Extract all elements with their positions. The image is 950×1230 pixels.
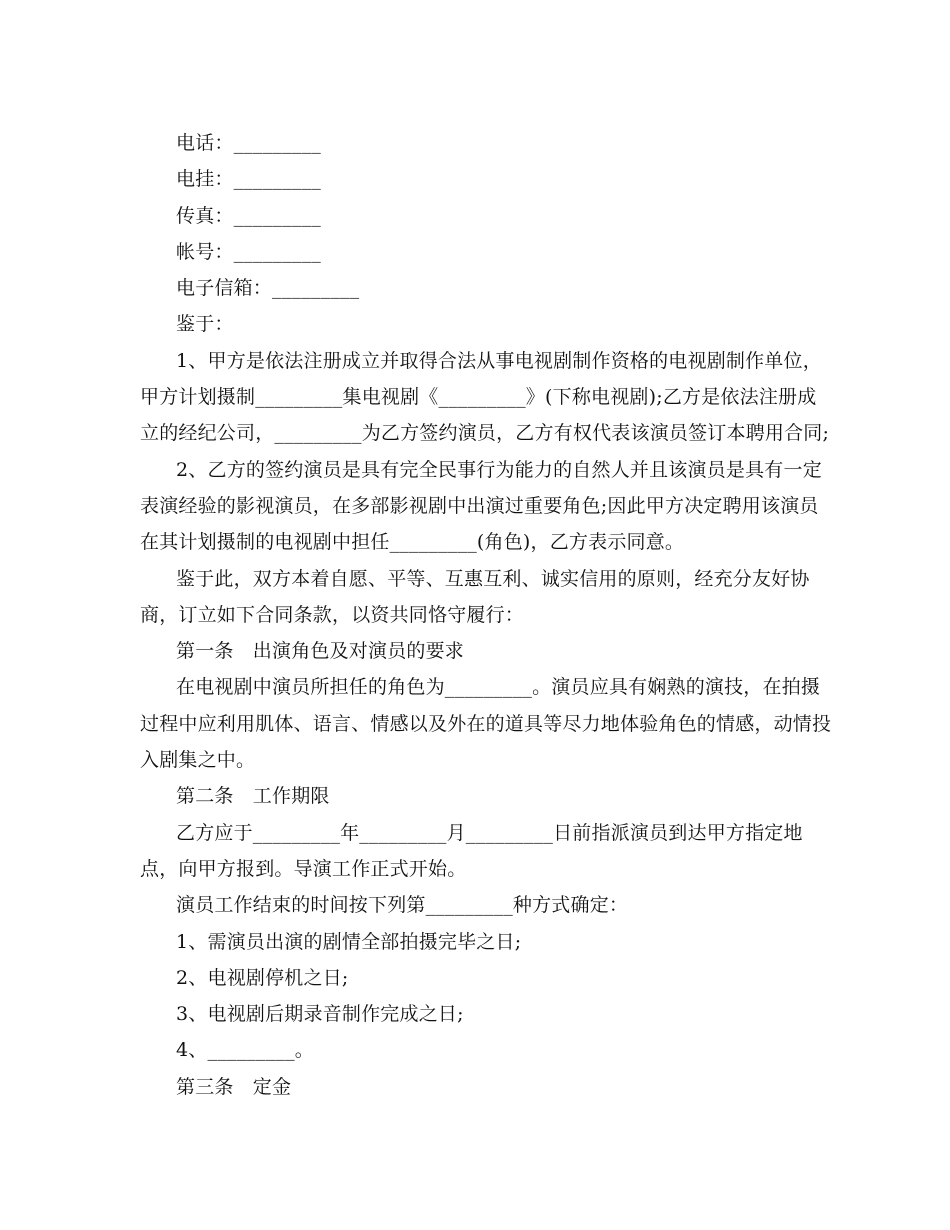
text-line: 立的经纪公司，_________为乙方签约演员，乙方有权代表该演员签订本聘用合同; bbox=[140, 422, 830, 445]
text-line: 入剧集之中。 bbox=[140, 749, 256, 772]
document-page bbox=[140, 125, 832, 1105]
text-line: 第二条 工作期限 bbox=[176, 785, 330, 808]
text-line: 第三条 定金 bbox=[176, 1075, 292, 1098]
text-line: 电话：_________ bbox=[176, 132, 321, 154]
text-line: 乙方应于_________年_________月_________日前指派演员到达甲方指定地 bbox=[176, 821, 803, 844]
text-line: 第一条 出演角色及对演员的要求 bbox=[176, 640, 465, 663]
text-line: 商，订立如下合同条款，以资共同恪守履行： bbox=[140, 603, 525, 626]
text-line: 表演经验的影视演员，在多部影视剧中出演过重要角色;因此甲方决定聘用该演员 bbox=[140, 494, 819, 517]
text-line: 在电视剧中演员所担任的角色为_________。演员应具有娴熟的演技，在拍摄 bbox=[176, 676, 821, 699]
text-line: 帐号：_________ bbox=[176, 240, 321, 263]
text-line: 甲方计划摄制_________集电视剧《_________》(下称电视剧);乙方是依法注册成 bbox=[140, 386, 817, 409]
text-line: 电子信箱：_________ bbox=[176, 277, 360, 300]
text-line: 1、需演员出演的剧情全部拍摄完毕之日; bbox=[176, 930, 522, 953]
text-line: 过程中应利用肌体、语言、情感以及外在的道具等尽力地体验角色的情感，动情投 bbox=[140, 712, 832, 735]
text-line: 在其计划摄制的电视剧中担任_________(角色)，乙方表示同意。 bbox=[140, 531, 685, 554]
text-line: 电挂：_________ bbox=[176, 168, 321, 191]
text-line: 鉴于此，双方本着自愿、平等、互惠互利、诚实信用的原则，经充分友好协 bbox=[176, 567, 810, 590]
text-line: 3、电视剧后期录音制作完成之日; bbox=[176, 1003, 464, 1026]
text-line: 2、乙方的签约演员是具有完全民事行为能力的自然人并且该演员是具有一定 bbox=[176, 458, 822, 481]
text-line: 鉴于： bbox=[176, 313, 234, 336]
text-line: 点，向甲方报到。导演工作正式开始。 bbox=[140, 857, 467, 880]
text-line: 传真：_________ bbox=[176, 204, 321, 227]
text-line: 2、电视剧停机之日; bbox=[176, 966, 349, 989]
text-line: 4、_________。 bbox=[176, 1039, 314, 1062]
text-line: 演员工作结束的时间按下列第_________种方式确定： bbox=[176, 894, 629, 917]
text-line: 1、甲方是依法注册成立并取得合法从事电视剧制作资格的电视剧制作单位， bbox=[176, 349, 822, 372]
